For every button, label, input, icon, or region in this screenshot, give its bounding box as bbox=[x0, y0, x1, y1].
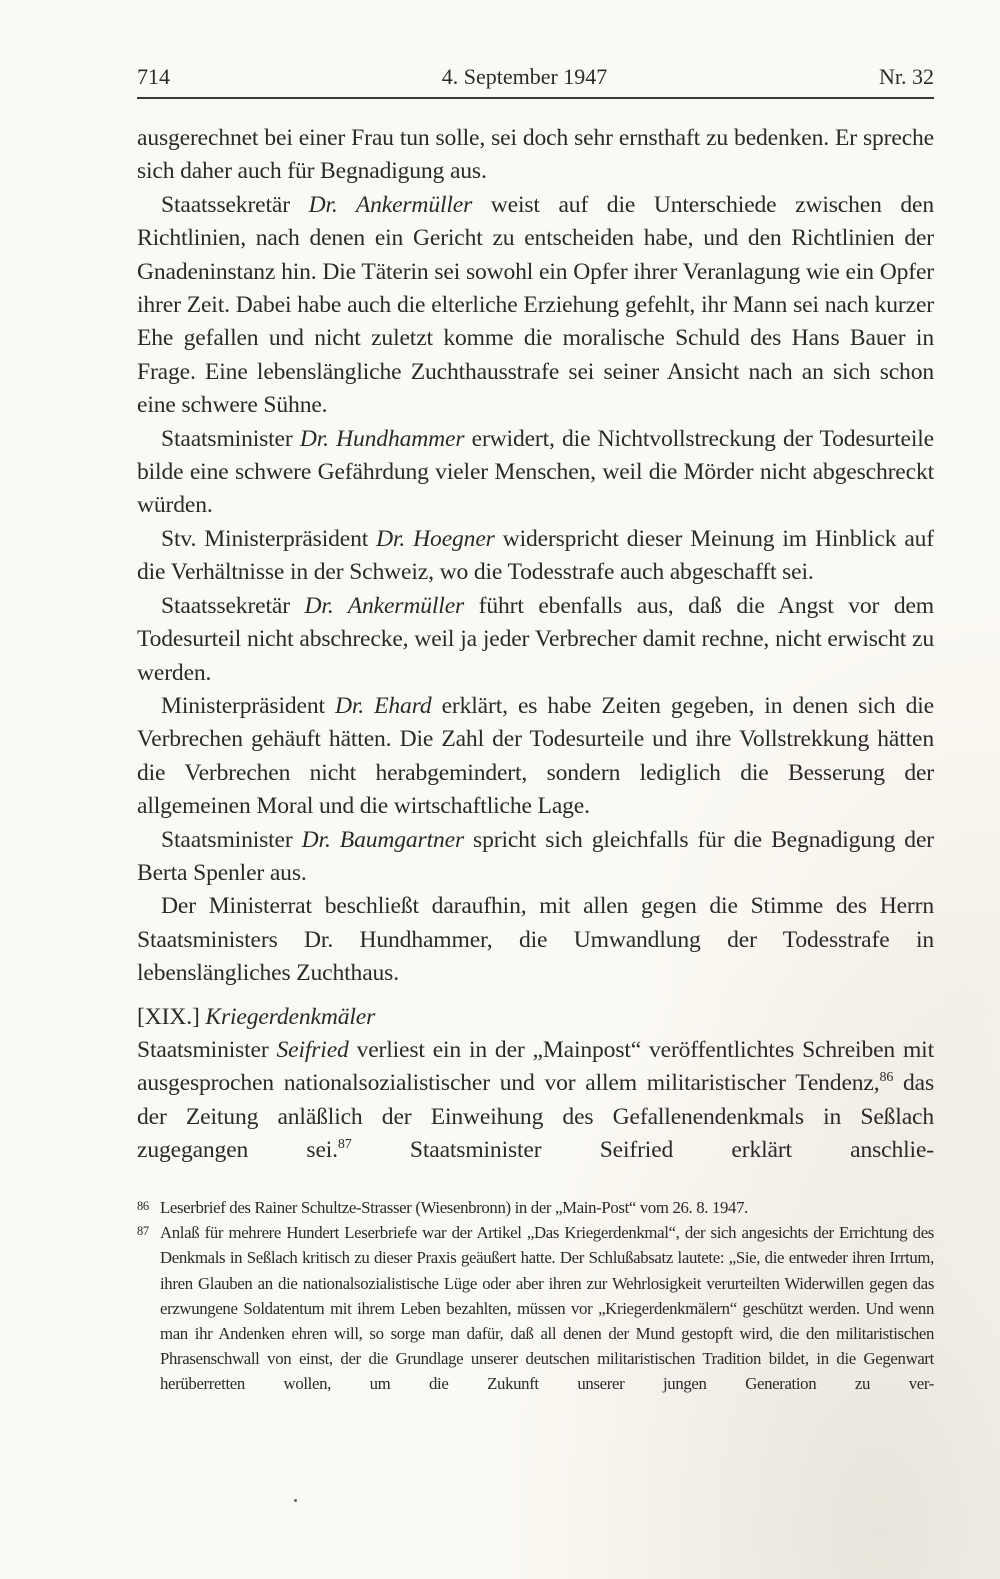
speaker-title: Staatssekretär bbox=[161, 191, 309, 218]
paragraph-ankermueller-1 bbox=[137, 189, 934, 423]
footnote-number: 86 bbox=[137, 1199, 149, 1213]
paragraph-text: verliest ein in der „Mainpost“ veröffentlichtes Schreiben mit ausgesprochen nationalsozialistischer und vor allem militaristischer Tendenz, bbox=[137, 1036, 934, 1097]
footnote-ref-87[interactable]: 87 bbox=[337, 1137, 352, 1153]
speaker-title: Staatsminister bbox=[161, 425, 300, 452]
paragraph-baumgartner bbox=[137, 824, 934, 891]
paragraph-seifried bbox=[137, 1034, 934, 1168]
footnote-text: Leserbrief des Rainer Schultze-Strasser (Wiesenbronn) in der „Main-Post“ vom 26. 8. 1947. bbox=[160, 1198, 748, 1217]
section-number: [XIX.] bbox=[137, 1003, 200, 1030]
speaker-name: Dr. Baumgartner bbox=[301, 826, 464, 853]
speaker-title: Staatsminister bbox=[137, 1036, 277, 1063]
speaker-title: Staatssekretär bbox=[161, 592, 305, 619]
speaker-title: Stv. Ministerpräsident bbox=[161, 525, 377, 552]
paragraph-text: ausgerechnet bei einer Frau tun solle, sei doch sehr ernsthaft zu bedenken. Er spreche sich daher auch für Begnadigung aus. bbox=[137, 125, 934, 185]
running-header bbox=[137, 64, 934, 96]
speaker-name: Dr. Ankermüller bbox=[304, 592, 465, 619]
paragraph-text: Der Ministerrat beschließt daraufhin, mit allen gegen die Stimme des Herrn Staatsministers Dr. Hundhammer, die Umwandlung der Todesstrafe in lebenslängliches Zuchthaus. bbox=[137, 893, 934, 987]
paragraph-hoegner bbox=[137, 523, 934, 590]
paragraph-text: Staatsminister Seifried erklärt anschlie- bbox=[351, 1137, 934, 1164]
footnote-text: Anlaß für mehrere Hundert Leserbriefe war der Artikel „Das Kriegerdenkmal“, der sich angesichts der Errichtung des Denkmals in Seßlach kritisch zu dieser Praxis geäußert hatte. Der Schlußabsatz lautete: „Sie, die entweder ihren Irrtum, ihren Glauben an die nationalsozialistische Lüge oder aber ihren zur Wehrlosigkeit verurteilten Widerwillen gegen das erzwungene Soldatentum mit ihrem Leben bezahlten, müssen vor „Kriegerdenkmälern“ geschützt werden. Und wenn man ihr Andenken ehren will, so sorge man dafür, daß all denen der Mund gestopft wird, die den militaristischen Phrasenschwall von einst, der die Grundlage unserer deutschen militaristischen Tradition bildet, in die Gegenwart herüberretten wollen, um die Zukunft unserer jungen Generation zu ver- bbox=[160, 1223, 934, 1394]
footnote-ref-86[interactable]: 86 bbox=[879, 1070, 894, 1086]
header-date: 4. September 1947 bbox=[441, 64, 608, 89]
footnote-86 bbox=[137, 1195, 934, 1220]
section-heading bbox=[137, 1001, 934, 1034]
speaker-name: Dr. Ankermüller bbox=[308, 191, 473, 218]
paragraph-ehard bbox=[137, 690, 934, 824]
issue-number: Nr. 32 bbox=[879, 64, 934, 89]
speaker-name: Dr. Ehard bbox=[334, 692, 432, 719]
speaker-name: Dr. Hundhammer bbox=[299, 425, 465, 452]
paragraph-text: das der Zeitung anläßlich der Einweihung des Gefallenendenkmals in Seßlach zugegangen sei. bbox=[137, 1070, 934, 1164]
speaker-title: Ministerpräsident bbox=[161, 692, 335, 719]
paragraph-text: weist auf die Unterschiede zwischen den Richtlinien, nach denen ein Gericht zu entscheiden habe, und den Richtlinien der Gnadeninstanz hin. Die Täterin sei sowohl ein Opfer ihrer Veranlagung wie ein Opfer ihrer Zeit. Dabei habe auch die elterliche Erziehung gefehlt, ihr Mann sei nach kurzer Ehe gefallen und nicht zuletzt komme die moralische Schuld des Hans Bauer in Frage. Eine lebenslängliche Zuchthausstrafe sei seiner Ansicht nach an sich schon eine schwere Sühne. bbox=[137, 191, 934, 419]
paper-speck bbox=[294, 1499, 297, 1502]
speaker-name: Dr. Hoegner bbox=[376, 525, 495, 552]
header-rule bbox=[137, 97, 934, 99]
footnote-number: 87 bbox=[137, 1224, 149, 1239]
paragraph-ankermueller-2 bbox=[137, 590, 934, 690]
paragraph-text: erwidert, die Nichtvollstreckung der Todesurteile bilde eine schwere Gefährdung vieler Menschen, weil die Mörder nicht abgeschreckt würden. bbox=[137, 425, 934, 519]
paragraph-decision bbox=[137, 890, 934, 990]
page-number: 714 bbox=[137, 64, 170, 89]
section-title: Kriegerdenkmäler bbox=[205, 1003, 376, 1030]
speaker-name: Seifried bbox=[276, 1036, 349, 1063]
footnotes bbox=[137, 1195, 934, 1397]
paragraph-text: führt ebenfalls aus, daß die Angst vor dem Todesurteil nicht abschrecke, weil ja jeder Verbrecher damit rechne, nicht erwischt zu werden. bbox=[137, 592, 934, 686]
paragraph-hundhammer bbox=[137, 423, 934, 523]
paragraph-text: widerspricht dieser Meinung im Hinblick auf die Verhältnisse in der Schweiz, wo die Todesstrafe auch abgeschafft sei. bbox=[137, 525, 935, 586]
main-text bbox=[137, 122, 934, 1168]
paragraph-text: erklärt, es habe Zeiten gegeben, in denen sich die Verbrechen gehäuft hätten. Die Zahl der Todesurteile und ihre Vollstrekkung hätten die Verbrechen nicht herabgemindert, sondern lediglich die Besserung der allgemeinen Moral und die wirtschaftliche Lage. bbox=[137, 692, 934, 820]
speaker-title: Staatsminister bbox=[161, 826, 302, 853]
paragraph-text: spricht sich gleichfalls für die Begnadigung der Berta Spenler aus. bbox=[137, 826, 934, 886]
footnote-87 bbox=[137, 1220, 934, 1396]
paragraph-continuation bbox=[137, 122, 934, 189]
